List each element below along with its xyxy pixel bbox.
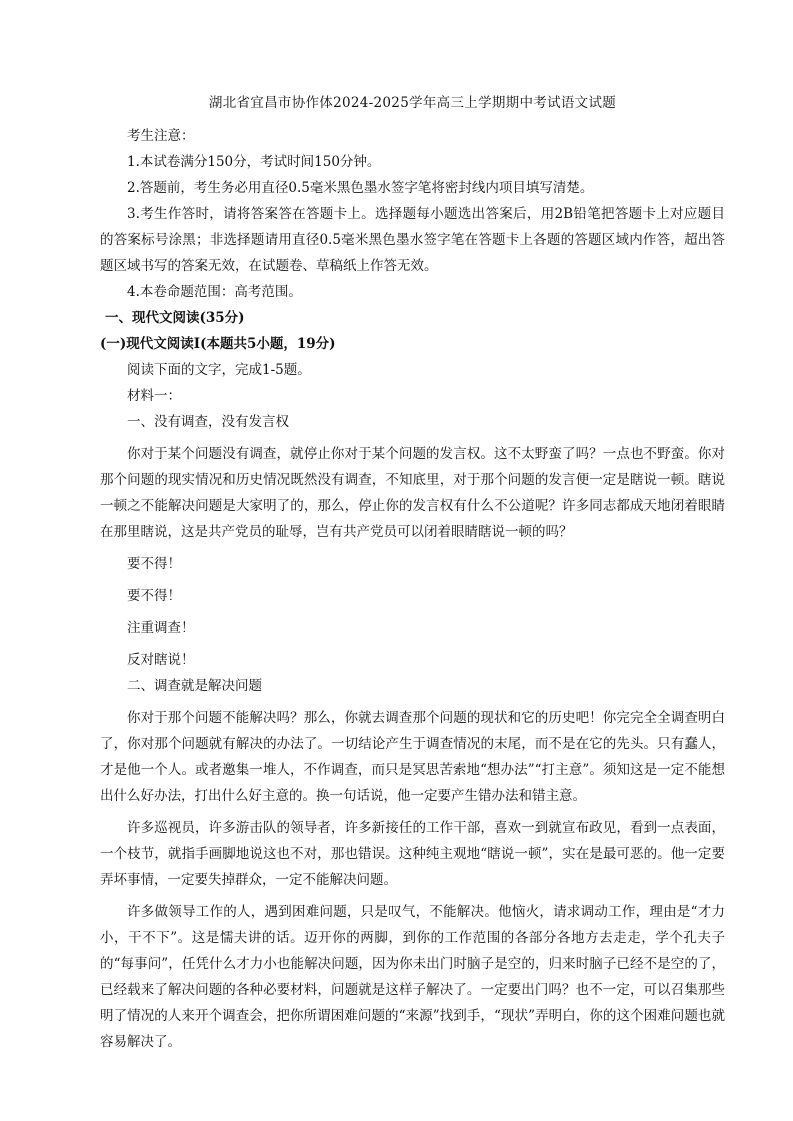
document-body bbox=[100, 93, 725, 1055]
material-label: 材料一： bbox=[127, 388, 181, 404]
notice-item-2: 2.答题前，考生务必用直径0.5毫米黑色墨水签字笔将密封线内项目填写清楚。 bbox=[127, 180, 594, 196]
subsection-heading-reading-1: (一)现代文阅读Ⅰ(本题共5小题，19分) bbox=[100, 336, 336, 352]
part2-paragraph-1: 你对于那个问题不能解决吗？那么，你就去调查那个问题的现状和它的历史吧！你完完全全调查明白了，你对那个问题就有解决的办法了。一切结论产生于调查情况的末尾，而不是在它的先头。只有蠢人，才是他一个人。或者邀集一堆人，不作调查，而只是冥思苦索地“想办法”“打主意”。须知这是一定不能想出什么好办法，打出什么好主意的。换一句话说，他一定要产生错办法和错主意。 bbox=[100, 710, 725, 804]
part2-paragraph-3: 许多做领导工作的人，遇到困难问题，只是叹气，不能解决。他恼火，请求调动工作，理由是“才力小，干不下”。这是懦夫讲的话。迈开你的两脚，到你的工作范围的各部分各地方去走走，学个孔夫子的“每事问”，任凭什么才力小也能解决问题，因为你未出门时脑子是空的，归来时脑子已经不是空的了，已经载来了解决问题的各种必要材料，问题就是这样子解决了。一定要出门吗？也不一定，可以召集那些明了情况的人来开个调查会，把你所谓困难问题的“来源”找到手，“现状”弄明白，你的这个困难问题也就容易解决了。 bbox=[100, 904, 725, 1050]
part2-paragraph-2: 许多巡视员，许多游击队的领导者，许多新接任的工作干部，喜欢一到就宣布政见，看到一点表面，一个枝节，就指手画脚地说这也不对，那也错误。这种纯主观地“瞎说一顿”，实在是最可恶的。他一定要弄坏事情，一定要失掉群众，一定不能解决问题。 bbox=[100, 820, 725, 888]
slogan-2: 要不得！ bbox=[127, 588, 181, 604]
slogan-4: 反对瞎说！ bbox=[127, 652, 195, 668]
notice-heading: 考生注意： bbox=[127, 128, 195, 144]
notice-item-4: 4.本卷命题范围：高考范围。 bbox=[127, 284, 302, 300]
document-title: 湖北省宜昌市协作体2024-2025学年高三上学期期中考试语文试题 bbox=[208, 95, 617, 111]
slogan-3: 注重调查！ bbox=[127, 620, 195, 636]
part1-heading: 一、没有调查，没有发言权 bbox=[127, 414, 289, 430]
section-heading-modern-reading: 一、现代文阅读(35分) bbox=[105, 310, 245, 326]
slogan-1: 要不得！ bbox=[127, 556, 181, 572]
notice-item-1: 1.本试卷满分150分，考试时间150分钟。 bbox=[127, 154, 381, 170]
part1-paragraph: 你对于某个问题没有调查，就停止你对于某个问题的发言权。这不太野蛮了吗？一点也不野蛮。你对那个问题的现实情况和历史情况既然没有调查，不知底里，对于那个问题的发言便一定是瞎说一顿。瞎说一顿之不能解决问题是大家明了的，那么，停止你的发言权有什么不公道呢？许多同志都成天地闭着眼睛在那里瞎说，这是共产党员的耻辱，岂有共产党员可以闭着眼睛瞎说一顿的吗？ bbox=[100, 446, 725, 540]
part2-heading: 二、调查就是解决问题 bbox=[127, 678, 262, 694]
reading-instruction: 阅读下面的文字，完成1-5题。 bbox=[127, 362, 311, 378]
notice-item-3: 3.考生作答时，请将答案答在答题卡上。选择题每小题选出答案后，用2B铅笔把答题卡上对应题目的答案标号涂黑；非选择题请用直径0.5毫米黑色墨水签字笔在答题卡上各题的答题区域内作答，超出答题区域书写的答案无效，在试题卷、草稿纸上作答无效。 bbox=[100, 206, 725, 274]
